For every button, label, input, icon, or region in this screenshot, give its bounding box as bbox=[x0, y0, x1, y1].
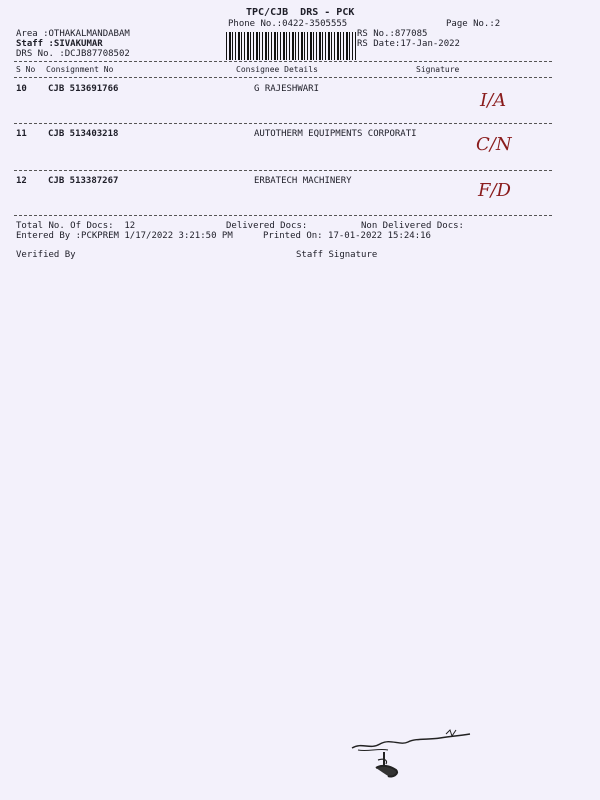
entered-by: Entered By :PCKPREM 1/17/2022 3:21:50 PM bbox=[16, 231, 233, 241]
page-number: Page No.:2 bbox=[446, 19, 501, 29]
row-consignee: AUTOTHERM EQUIPMENTS CORPORATI bbox=[254, 129, 417, 139]
divider bbox=[14, 170, 552, 171]
document-title: TPC/CJB DRS - PCK bbox=[246, 7, 355, 18]
non-delivered-docs: Non Delivered Docs: bbox=[361, 221, 464, 231]
row-consignment: CJB 513403218 bbox=[48, 129, 119, 139]
total-docs: Total No. Of Docs: 12 bbox=[16, 221, 136, 231]
delivered-docs: Delivered Docs: bbox=[226, 221, 308, 231]
column-sno: S No bbox=[16, 65, 36, 74]
column-consignee: Consignee Details bbox=[236, 65, 318, 74]
rs-date: RS Date:17-Jan-2022 bbox=[357, 39, 460, 49]
row-sno: 11 bbox=[16, 129, 27, 139]
row-consignee: G RAJESHWARI bbox=[254, 84, 320, 94]
handwritten-mark: I/A bbox=[480, 90, 507, 111]
row-consignment: CJB 513691766 bbox=[48, 84, 119, 94]
area-label: Area :OTHAKALMANDABAM bbox=[16, 29, 130, 39]
barcode bbox=[226, 32, 356, 60]
row-sno: 10 bbox=[16, 84, 27, 94]
row-consignment: CJB 513387267 bbox=[48, 176, 119, 186]
row-sno: 12 bbox=[16, 176, 27, 186]
printed-on: Printed On: 17-01-2022 15:24:16 bbox=[263, 231, 431, 241]
divider bbox=[14, 215, 552, 216]
handwritten-mark: C/N bbox=[476, 134, 512, 155]
handwritten-signature bbox=[348, 726, 478, 782]
column-consignment: Consignment No bbox=[46, 65, 114, 74]
row-consignee: ERBATECH MACHINERY bbox=[254, 176, 352, 186]
handwritten-mark: F/D bbox=[478, 180, 511, 201]
phone-number: Phone No.:0422-3505555 bbox=[228, 19, 348, 29]
verified-by-label: Verified By bbox=[16, 250, 76, 260]
drs-number: DRS No. :DCJB87708502 bbox=[16, 49, 130, 59]
column-signature: Signature bbox=[416, 65, 460, 74]
rs-number: RS No.:877085 bbox=[357, 29, 428, 39]
divider bbox=[14, 123, 552, 124]
divider bbox=[14, 61, 552, 62]
staff-signature-label: Staff Signature bbox=[296, 250, 378, 260]
staff-label: Staff :SIVAKUMAR bbox=[16, 39, 103, 49]
divider bbox=[14, 77, 552, 78]
